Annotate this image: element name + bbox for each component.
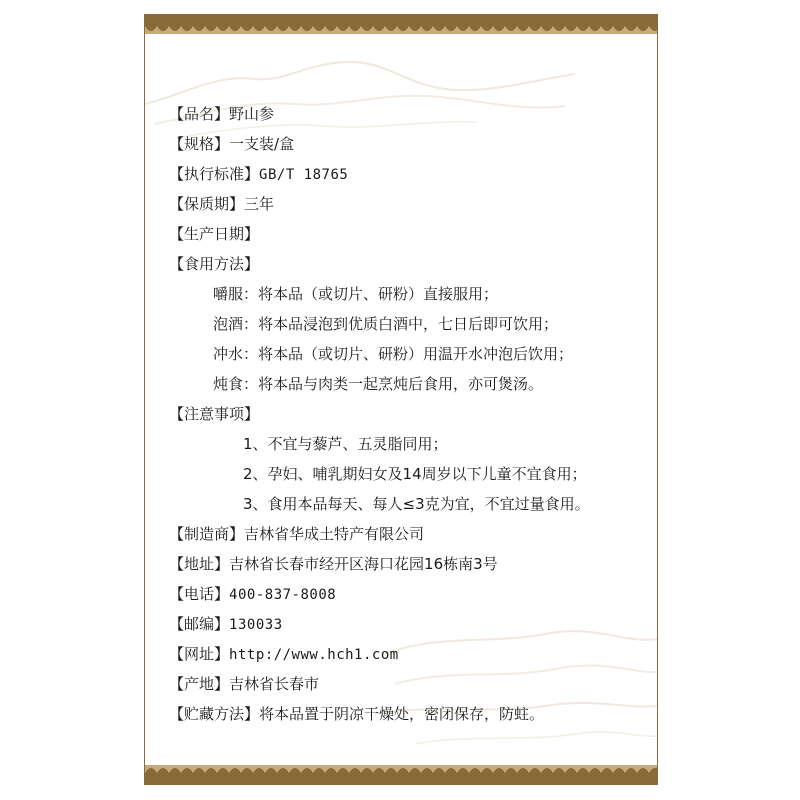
usage-heading-row: [169, 249, 649, 279]
scallop-shape: [637, 14, 649, 31]
usage-item: 炖食：将本品与肉类一起烹炖后食用，亦可煲汤。: [213, 375, 544, 393]
address-row: [169, 549, 649, 579]
scallop-shape: [313, 14, 325, 31]
scallop-shape: [481, 14, 493, 31]
scallop-shape: [181, 14, 193, 31]
scallop-shape: [145, 14, 157, 31]
scallop-shape: [217, 14, 229, 31]
scallop-shape: [541, 768, 553, 785]
scallop-shape: [253, 14, 265, 31]
scallop-shape: [277, 14, 289, 31]
note-item: 1、不宜与藜芦、五灵脂同用；: [243, 435, 448, 453]
name-value: 野山参: [229, 105, 275, 123]
bottom-decorative-border: [145, 765, 657, 785]
scallop-shape: [565, 768, 577, 785]
address-label: 【 地址 】: [169, 555, 229, 573]
note-item: 2、孕妇、哺乳期妇女及14周岁以下儿童不宜食用；: [243, 465, 587, 483]
postcode-label: 【 邮编 】: [169, 615, 229, 633]
scallop-shape: [217, 768, 229, 785]
scallop-shape: [457, 14, 469, 31]
scallop-shape: [541, 14, 553, 31]
scallop-shape: [361, 768, 373, 785]
scallop-shape: [301, 768, 313, 785]
scallop-shape: [505, 14, 517, 31]
scallop-shape: [373, 768, 385, 785]
scallop-shape: [313, 768, 325, 785]
origin-value: 吉林省长春市: [229, 675, 320, 693]
usage-item: 泡酒：将本品浸泡到优质白酒中，七日后即可饮用；: [213, 315, 559, 333]
maker-row: [169, 519, 649, 549]
scallop-shape: [469, 14, 481, 31]
scallop-shape: [349, 14, 361, 31]
product-info-card: [144, 14, 658, 785]
scallop-shape: [577, 768, 589, 785]
scallop-shape: [193, 14, 205, 31]
notes-label: 【 注意事项 】: [169, 405, 259, 423]
scallop-shape: [529, 14, 541, 31]
spec-row: [169, 129, 649, 159]
scallop-shape: [529, 768, 541, 785]
scallop-shape: [277, 768, 289, 785]
website-label: 【 网址 】: [169, 645, 229, 663]
postcode-row: [169, 609, 649, 639]
origin-row: [169, 669, 649, 699]
scallop-shape: [289, 768, 301, 785]
scallop-shape: [601, 768, 613, 785]
scallop-shape: [397, 14, 409, 31]
standard-label: 【 执行标准 】: [169, 165, 259, 183]
scallop-shape: [289, 14, 301, 31]
scallop-shape: [601, 14, 613, 31]
scallop-shape: [385, 14, 397, 31]
phone-row: [169, 579, 649, 609]
scallop-shape: [433, 768, 445, 785]
scallop-shape: [325, 14, 337, 31]
scallop-shape: [397, 768, 409, 785]
scallop-shape: [229, 14, 241, 31]
storage-row: [169, 699, 649, 729]
scallop-shape: [337, 768, 349, 785]
scallop-shape: [241, 768, 253, 785]
phone-label: 【 电话 】: [169, 585, 229, 603]
maker-value: 吉林省华成土特产有限公司: [244, 525, 425, 543]
scallop-shape: [577, 14, 589, 31]
scallop-shape: [445, 768, 457, 785]
scallop-shape: [157, 768, 169, 785]
scallop-shape: [169, 14, 181, 31]
scallop-shape: [349, 768, 361, 785]
scallop-shape: [241, 14, 253, 31]
scallop-shape: [421, 14, 433, 31]
name-label: 【 品名 】: [169, 105, 229, 123]
scallop-shape: [361, 14, 373, 31]
scallop-shape: [409, 14, 421, 31]
scallop-shape: [409, 768, 421, 785]
shelf-life-row: [169, 189, 649, 219]
scallop-shape: [565, 14, 577, 31]
scallop-shape: [337, 14, 349, 31]
scallop-shape: [433, 14, 445, 31]
shelf-life-label: 【 保质期 】: [169, 195, 244, 213]
scallop-border-bottom: [145, 765, 657, 785]
scallop-shape: [589, 768, 601, 785]
scallop-border-top: [145, 14, 657, 34]
production-date-row: [169, 219, 649, 249]
scallop-shape: [421, 768, 433, 785]
scallop-shape: [493, 768, 505, 785]
scallop-shape: [589, 14, 601, 31]
scallop-shape: [553, 14, 565, 31]
website-row: [169, 639, 649, 669]
scallop-shape: [457, 768, 469, 785]
production-date-label: 【 生产日期 】: [169, 225, 259, 243]
note-item: 3、食用本品每天、每人≤3克为宜，不宜过量食用。: [243, 495, 590, 513]
scallop-shape: [481, 768, 493, 785]
scallop-shape: [505, 768, 517, 785]
scallop-shape: [613, 14, 625, 31]
scallop-shape: [493, 14, 505, 31]
phone-value: 400-837-8008: [229, 587, 337, 603]
usage-item: 冲水：将本品（或切片、研粉）用温开水冲泡后饮用；: [213, 345, 574, 363]
scallop-shape: [373, 14, 385, 31]
scallop-shape: [445, 14, 457, 31]
website-value: http://www.hch1.com: [229, 647, 399, 663]
shelf-life-value: 三年: [244, 195, 275, 213]
scallop-shape: [625, 14, 637, 31]
scallop-shape: [205, 14, 217, 31]
storage-value: 将本品置于阴凉干燥处，密闭保存，防蛀。: [259, 705, 545, 723]
notes-heading-row: [169, 399, 649, 429]
scallop-shape: [553, 768, 565, 785]
scallop-shape: [265, 14, 277, 31]
standard-row: [169, 159, 649, 189]
origin-label: 【 产地 】: [169, 675, 229, 693]
name-row: [169, 99, 649, 129]
scallop-shape: [625, 768, 637, 785]
maker-label: 【 制造商 】: [169, 525, 244, 543]
spec-label: 【 规格 】: [169, 135, 229, 153]
scallop-shape: [325, 768, 337, 785]
scallop-shape: [193, 768, 205, 785]
scallop-shape: [205, 768, 217, 785]
usage-item: 嚼服：将本品（或切片、研粉）直接服用；: [213, 285, 499, 303]
scallop-shape: [181, 768, 193, 785]
scallop-shape: [301, 14, 313, 31]
scallop-shape: [265, 768, 277, 785]
scallop-shape: [469, 768, 481, 785]
scallop-shape: [169, 768, 181, 785]
scallop-shape: [613, 768, 625, 785]
scallop-shape: [157, 14, 169, 31]
scallop-shape: [517, 768, 529, 785]
usage-label: 【 食用方法 】: [169, 255, 259, 273]
top-decorative-border: [145, 14, 657, 34]
standard-value: GB/T 18765: [259, 167, 349, 183]
spec-value: 一支装/盒: [229, 135, 295, 153]
scallop-shape: [517, 14, 529, 31]
scallop-shape: [145, 768, 157, 785]
storage-label: 【 贮藏方法 】: [169, 705, 259, 723]
scallop-shape: [637, 768, 649, 785]
scallop-shape: [229, 768, 241, 785]
postcode-value: 130033: [229, 617, 283, 633]
scallop-shape: [253, 768, 265, 785]
product-details: [169, 99, 649, 729]
address-value: 吉林省长春市经开区海口花园16栋南3号: [229, 555, 498, 573]
scallop-shape: [385, 768, 397, 785]
